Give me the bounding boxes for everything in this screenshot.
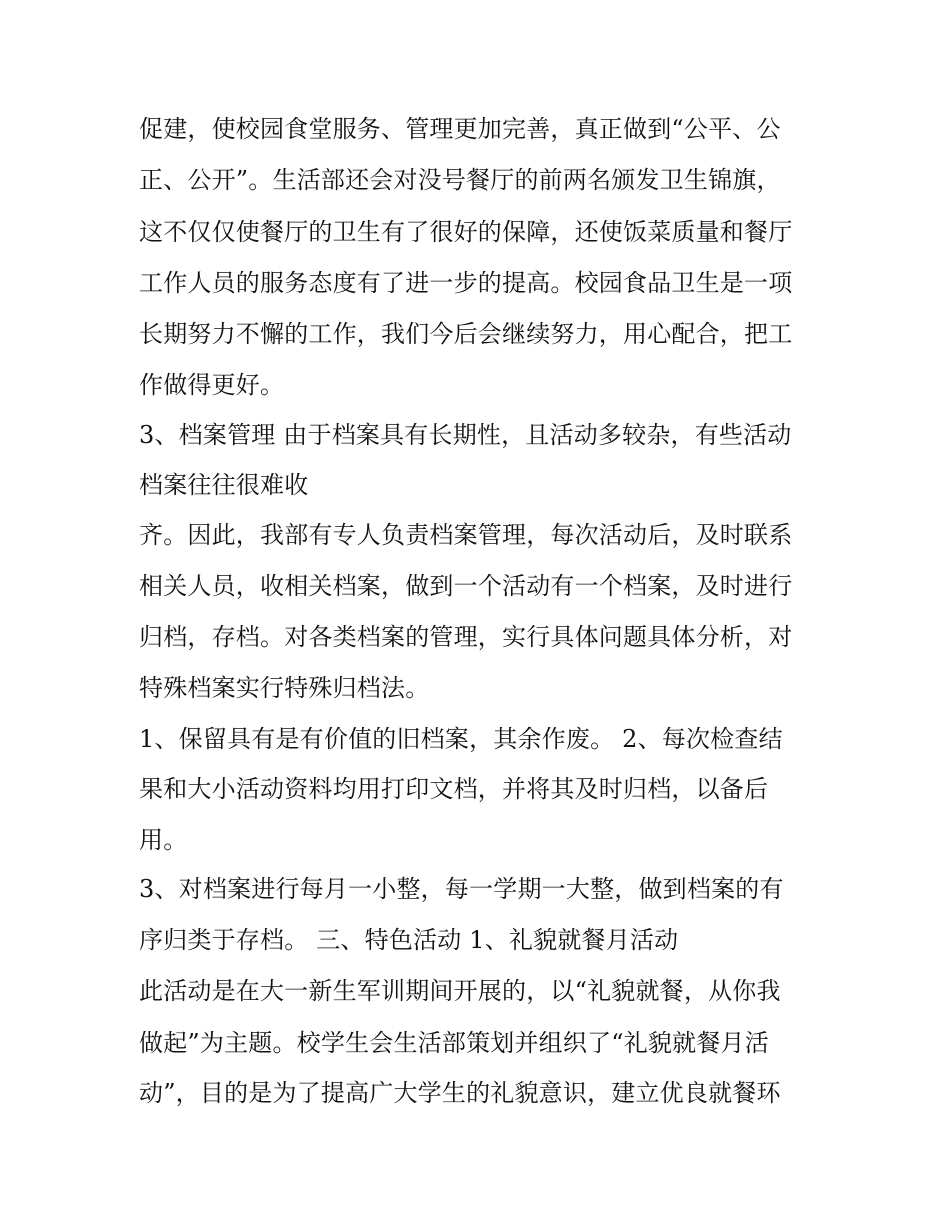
text-line: 相关人员，收相关档案，做到一个活动有一个档案，及时进行	[139, 572, 793, 600]
text-line: 1、保留具有是有价值的旧档案，其余作废。 2、每次检查结	[139, 725, 783, 753]
text-line: 3、对档案进行每月一小整，每一学期一大整，做到档案的有	[139, 875, 784, 903]
text-line: 归档，存档。对各类档案的管理，实行具体问题具体分析，对	[139, 623, 793, 651]
text-line: 作做得更好。	[139, 371, 285, 399]
text-line: 此活动是在大一新生军训期间开展的，以“礼貌就餐，从你我	[139, 977, 781, 1005]
text-line: 3、档案管理 由于档案具有长期性，且活动多较杂，有些活动	[139, 421, 792, 449]
text-line: 动”，目的是为了提高广大学生的礼貌意识，建立优良就餐环	[139, 1079, 781, 1107]
text-line: 果和大小活动资料均用打印文档，并将其及时归档，以备后	[139, 775, 769, 803]
text-line: 工作人员的服务态度有了进一步的提高。校园食品卫生是一项	[139, 269, 793, 297]
text-line: 用。	[139, 826, 188, 854]
text-line: 特殊档案实行特殊归档法。	[139, 674, 430, 702]
text-line: 序归类于存档。 三、特色活动 1、礼貌就餐月活动	[139, 926, 679, 954]
text-line: 档案往往很难收	[139, 471, 309, 499]
text-line: 齐。因此，我部有专人负责档案管理，每次活动后，及时联系	[139, 521, 793, 549]
text-line: 正、公开”。生活部还会对没号餐厅的前两名颁发卫生锦旗，	[139, 166, 781, 194]
text-line: 这不仅仅使餐厅的卫生有了很好的保障，还使饭菜质量和餐厅	[139, 218, 793, 246]
text-line: 做起”为主题。校学生会生活部策划并组织了“礼貌就餐月活	[139, 1029, 769, 1057]
text-line: 长期努力不懈的工作，我们今后会继续努力，用心配合，把工	[139, 320, 793, 348]
text-line: 促建，使校园食堂服务、管理更加完善，真正做到“公平、公	[139, 115, 781, 143]
